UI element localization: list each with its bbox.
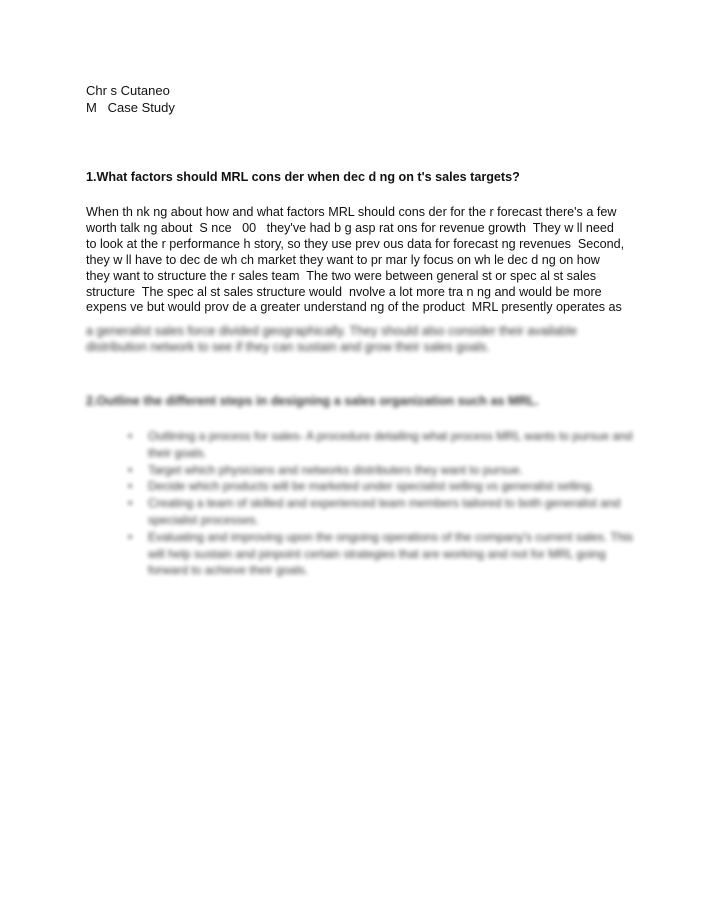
document-subtitle: M Case Study — [86, 100, 175, 115]
question-2-steps-list — [128, 428, 648, 579]
list-item — [128, 529, 648, 579]
question-1-answer — [86, 205, 646, 316]
answer-line: to look at the r performance h story, so they use prev ous data for forecast ng revenues Second, — [86, 236, 625, 251]
list-item-text: Evaluating and improving upon the ongoing operations of the company's current sales. This will help sustain and pinpoint certain strategies that are working and not for MRL going forward to achieve their goals. — [148, 529, 634, 578]
answer-line: they w ll have to dec de wh ch market they want to pr mar ly focus on wh le dec d ng on how — [86, 252, 600, 267]
answer-line-blurred: a generalist sales force divided geographically. They should also consider their available — [86, 324, 577, 338]
list-item — [128, 478, 648, 495]
question-2-heading: 2.Outline the different steps in designing a sales organization such as MRL. — [86, 394, 539, 408]
list-item — [128, 462, 648, 479]
answer-line: they want to structure the r sales team The two were between general st or spec al st sales — [86, 268, 597, 283]
answer-line: worth talk ng about S nce 00 they've had b g asp rat ons for revenue growth They w ll need — [86, 220, 614, 235]
list-item — [128, 428, 648, 462]
question-1-answer-blurred — [86, 324, 646, 356]
author-name: Chr s Cutaneo — [86, 83, 170, 98]
answer-line: expens ve but would prov de a greater understand ng of the product MRL presently operates as — [86, 300, 622, 315]
question-1-heading: 1.What factors should MRL cons der when dec d ng on t's sales targets? — [86, 170, 520, 184]
list-item-text: Creating a team of skilled and experienced team members tailored to both generalist and specialist processes. — [148, 496, 621, 527]
list-item — [128, 495, 648, 529]
list-item-text: Outlining a process for sales- A procedure detailing what process MRL wants to pursue and their goals. — [148, 429, 633, 460]
answer-line: structure The spec al st sales structure would nvolve a lot more tra n ng and would be more — [86, 284, 602, 299]
bullet-icon: • — [128, 496, 133, 511]
answer-line: When th nk ng about how and what factors MRL should cons der for the r forecast there's a few — [86, 205, 617, 219]
list-item-text: Decide which products will be marketed under specialist selling vs generalist selling. — [148, 479, 595, 494]
bullet-icon: • — [128, 479, 133, 494]
bullet-icon: • — [128, 529, 133, 544]
answer-line-blurred: distribution network to see if they can sustain and grow their sales goals. — [86, 339, 490, 354]
bullet-icon: • — [128, 462, 133, 477]
document-header — [86, 82, 175, 116]
list-item-text: Target which physicians and networks distributers they want to pursue. — [148, 462, 523, 477]
bullet-icon: • — [128, 429, 133, 443]
